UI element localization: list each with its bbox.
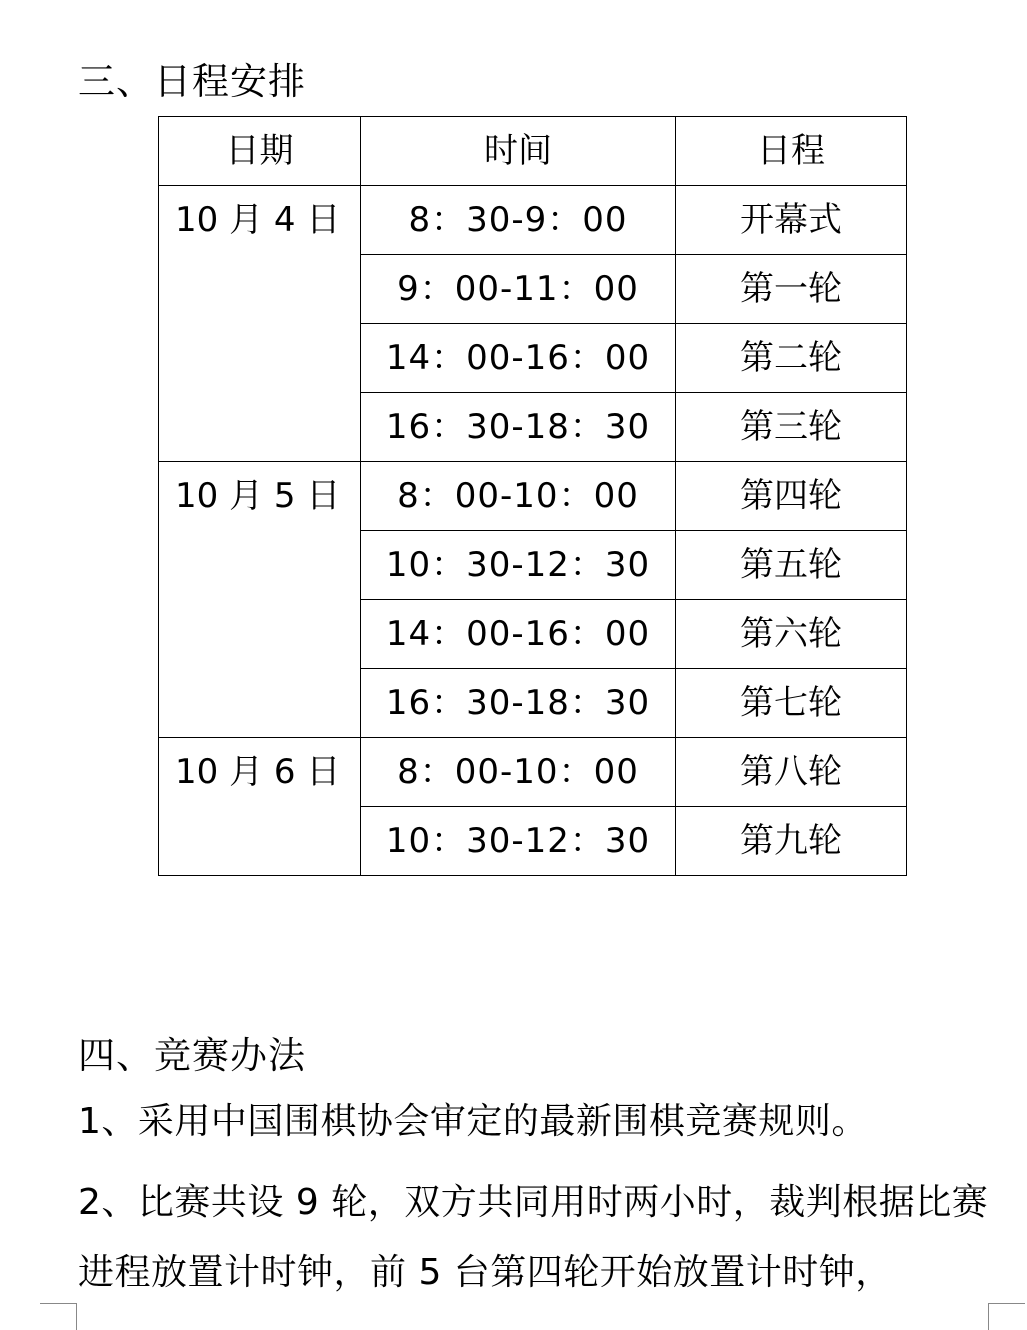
event-cell: 第六轮	[676, 600, 907, 669]
time-cell: 14：00-16：00	[361, 600, 676, 669]
event-cell: 第八轮	[676, 738, 907, 807]
rule-item-1: 1、采用中国围棋协会审定的最新围棋竞赛规则。	[78, 1101, 868, 1142]
time-cell: 9：00-11：00	[361, 255, 676, 324]
time-cell: 10：30-12：30	[361, 531, 676, 600]
date-cell: 10 月 4 日	[159, 186, 361, 462]
event-cell: 第三轮	[676, 393, 907, 462]
section-heading-competition-rules: 四、竞赛办法	[78, 1034, 306, 1077]
event-cell: 第四轮	[676, 462, 907, 531]
table-row	[159, 462, 907, 531]
page-corner-mark-left	[40, 1303, 77, 1330]
time-cell: 8：30-9：00	[361, 186, 676, 255]
page-corner-mark-right	[988, 1303, 1025, 1330]
time-cell: 16：30-18：30	[361, 393, 676, 462]
section-heading-schedule: 三、日程安排	[78, 60, 306, 103]
schedule-header-row	[159, 117, 907, 186]
event-cell: 第一轮	[676, 255, 907, 324]
time-cell: 16：30-18：30	[361, 669, 676, 738]
header-time: 时间	[361, 117, 676, 186]
event-cell: 第五轮	[676, 531, 907, 600]
event-cell: 第九轮	[676, 807, 907, 876]
time-cell: 10：30-12：30	[361, 807, 676, 876]
header-event: 日程	[676, 117, 907, 186]
date-cell: 10 月 6 日	[159, 738, 361, 876]
time-cell: 8：00-10：00	[361, 738, 676, 807]
table-row	[159, 738, 907, 807]
time-cell: 14：00-16：00	[361, 324, 676, 393]
event-cell: 第七轮	[676, 669, 907, 738]
rule-item-2: 2、比赛共设 9 轮，双方共同用时两小时，裁判根据比赛进程放置计时钟，前 5 台第四轮开始放置计时钟，	[78, 1182, 989, 1293]
schedule-table	[158, 116, 907, 876]
table-row	[159, 186, 907, 255]
time-cell: 8：00-10：00	[361, 462, 676, 531]
event-cell: 开幕式	[676, 186, 907, 255]
event-cell: 第二轮	[676, 324, 907, 393]
header-date: 日期	[159, 117, 361, 186]
date-cell: 10 月 5 日	[159, 462, 361, 738]
